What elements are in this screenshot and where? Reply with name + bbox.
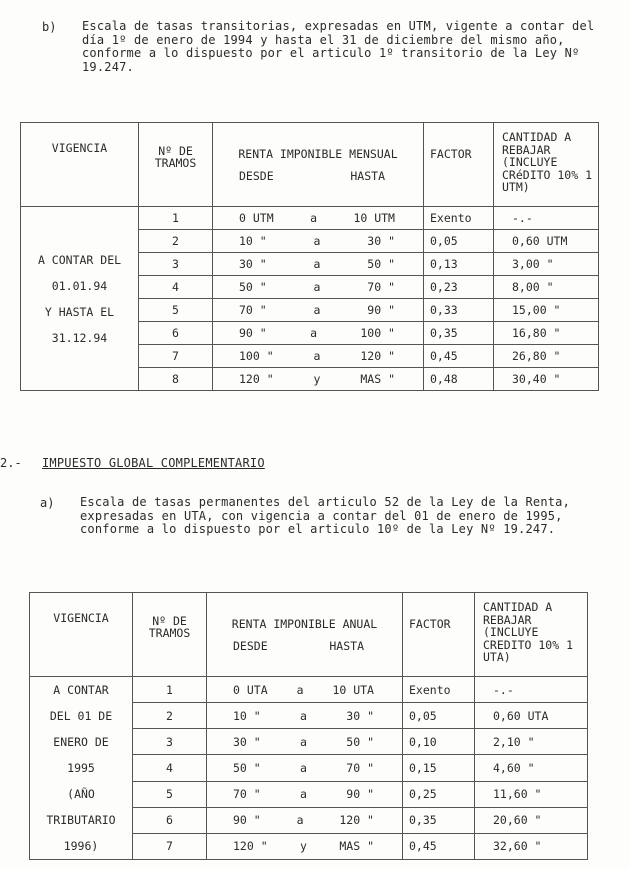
range-desde: 120 " (239, 372, 274, 386)
tramo-number: 5 (133, 781, 207, 807)
header-renta-title: RENTA IMPONIBLE ANUAL (231, 617, 378, 631)
range-hasta: 10 UTM (353, 211, 395, 225)
factor-cell: 0,23 (424, 276, 494, 299)
header-vigencia: VIGENCIA (21, 123, 139, 207)
factor-cell: 0,15 (403, 755, 475, 781)
range-desde: 90 " (233, 813, 261, 828)
range-separator: a (313, 349, 321, 363)
header-tramos: Nº DE TRAMOS (139, 123, 213, 207)
cantidad-cell: 20,60 " (475, 807, 588, 833)
range-desde: 0 UTA (233, 682, 268, 697)
factor-cell: 0,13 (424, 253, 494, 276)
factor-cell: Exento (403, 677, 475, 703)
range-desde: 30 " (233, 734, 261, 749)
range-cell (213, 207, 424, 230)
range-cell (213, 230, 424, 253)
range-desde: 0 UTM (239, 211, 274, 225)
vigencia-line: DEL 01 DE (49, 709, 113, 723)
cantidad-cell: 30,40 " (494, 368, 599, 391)
range-separator: a (296, 813, 304, 828)
range-separator: a (310, 326, 317, 340)
header-renta (213, 123, 424, 207)
range-separator: a (300, 708, 307, 723)
header-tramos: Nº DE TRAMOS (133, 593, 207, 677)
table-header-row (30, 593, 588, 677)
cantidad-cell: -.- (494, 207, 599, 230)
range-cell (213, 345, 424, 368)
range-cell (213, 368, 424, 391)
tramo-number: 7 (133, 833, 207, 859)
cantidad-cell: 0,60 UTM (494, 230, 599, 253)
vigencia-cell (30, 677, 133, 860)
range-cell (213, 322, 424, 345)
vigencia-line: 31.12.94 (51, 330, 108, 345)
cantidad-cell: 11,60 " (475, 781, 588, 807)
range-desde: 50 " (233, 760, 261, 775)
factor-cell: 0,48 (424, 368, 494, 391)
tramo-number: 2 (139, 230, 213, 253)
section-2-number: 2.- (0, 456, 22, 470)
tramo-number: 4 (133, 755, 207, 781)
range-desde: 10 " (233, 708, 261, 723)
tramo-number: 8 (139, 368, 213, 391)
factor-cell: 0,45 (403, 833, 475, 859)
vigencia-line: ENERO DE (53, 735, 109, 749)
cantidad-cell: 4,60 " (475, 755, 588, 781)
factor-cell: 0,05 (424, 230, 494, 253)
header-factor: FACTOR (403, 593, 475, 677)
range-separator: a (300, 734, 307, 749)
range-hasta: 90 " (367, 303, 395, 317)
range-hasta: 30 " (346, 708, 374, 723)
vigencia-line: (AÑO (67, 787, 95, 801)
range-hasta: 10 UTA (332, 682, 374, 697)
range-cell (207, 755, 403, 781)
range-desde: 30 " (239, 257, 267, 271)
header-desde: DESDE (239, 169, 274, 183)
vigencia-line: 01.01.94 (51, 278, 108, 293)
range-cell (213, 276, 424, 299)
range-desde: 50 " (239, 280, 267, 294)
range-separator: a (300, 787, 307, 802)
range-hasta: MAS " (360, 372, 395, 386)
range-separator: a (313, 234, 321, 248)
table-row (30, 677, 588, 703)
factor-cell: 0,35 (424, 322, 494, 345)
range-hasta: MAS " (339, 839, 374, 854)
factor-cell: 0,05 (403, 703, 475, 729)
tramo-number: 1 (139, 207, 213, 230)
cantidad-cell: 0,60 UTA (475, 703, 588, 729)
header-renta-title: RENTA IMPONIBLE MENSUAL (238, 147, 398, 161)
factor-cell: 0,25 (403, 781, 475, 807)
range-cell (207, 729, 403, 755)
range-cell (213, 299, 424, 322)
range-hasta: 70 " (346, 760, 374, 775)
tax-table-annual (29, 592, 588, 860)
cantidad-cell: 2,10 " (475, 729, 588, 755)
vigencia-line: TRIBUTARIO (46, 813, 116, 827)
range-hasta: 70 " (367, 280, 395, 294)
cantidad-cell: 15,00 " (494, 299, 599, 322)
factor-cell: 0,33 (424, 299, 494, 322)
range-cell (207, 677, 403, 703)
header-hasta: HASTA (329, 639, 364, 653)
factor-cell: Exento (424, 207, 494, 230)
range-separator: a (313, 280, 321, 294)
range-separator: y (313, 372, 321, 386)
tramo-number: 5 (139, 299, 213, 322)
range-hasta: 120 " (339, 813, 374, 828)
range-hasta: 50 " (367, 257, 395, 271)
tramo-number: 7 (139, 345, 213, 368)
range-separator: a (300, 760, 307, 775)
header-desde: DESDE (233, 639, 268, 653)
cantidad-cell: 32,60 " (475, 833, 588, 859)
tramo-number: 2 (133, 703, 207, 729)
cantidad-cell: 26,80 " (494, 345, 599, 368)
tramo-number: 4 (139, 276, 213, 299)
range-desde: 90 " (239, 326, 267, 340)
range-separator: a (313, 257, 321, 271)
header-cantidad: CANTIDAD A REBAJAR (INCLUYE CRéDITO 10% 1 UTM) (494, 123, 599, 207)
section-a-paragraph: Escala de tasas permanentes del articulo 52 de la Ley de la Renta, expresadas en UTA, con vigencia a contar del 01 de enero de 1995, conforme a lo dispuesto por el articulo 10º de la Ley Nº 19.247. (80, 495, 578, 536)
range-hasta: 90 " (346, 787, 374, 802)
range-hasta: 120 " (360, 349, 395, 363)
range-separator: a (296, 682, 304, 697)
range-separator: a (310, 211, 317, 225)
range-desde: 100 " (239, 349, 274, 363)
header-cantidad: CANTIDAD A REBAJAR (INCLUYE CREDITO 10% 1 UTA) (475, 593, 588, 677)
section-a-label: a) (40, 496, 55, 510)
tramo-number: 6 (133, 807, 207, 833)
range-hasta: 50 " (346, 734, 374, 749)
range-cell (207, 807, 403, 833)
range-desde: 70 " (239, 303, 267, 317)
range-desde: 70 " (233, 787, 261, 802)
header-vigencia: VIGENCIA (30, 593, 133, 677)
vigencia-line: Y HASTA EL (44, 304, 115, 319)
range-desde: 120 " (233, 839, 268, 854)
vigencia-cell (21, 207, 139, 391)
cantidad-cell: -.- (475, 677, 588, 703)
header-renta (207, 593, 403, 677)
tramo-number: 1 (133, 677, 207, 703)
range-hasta: 30 " (367, 234, 395, 248)
cantidad-cell: 16,80 " (494, 322, 599, 345)
range-separator: a (313, 303, 321, 317)
section-b-label: b) (42, 20, 57, 34)
factor-cell: 0,10 (403, 729, 475, 755)
tramo-number: 3 (139, 253, 213, 276)
tramo-number: 6 (139, 322, 213, 345)
range-cell (207, 781, 403, 807)
factor-cell: 0,35 (403, 807, 475, 833)
range-separator: y (300, 839, 307, 854)
header-factor: FACTOR (424, 123, 494, 207)
range-hasta: 100 " (360, 326, 395, 340)
section-2-title: IMPUESTO GLOBAL COMPLEMENTARIO (42, 456, 265, 470)
section-b-paragraph: Escala de tasas transitorias, expresadas en UTM, vigente a contar del día 1º de enero de 1994 y hasta el 31 de diciembre del mismo año, conforme a lo dispuesto por el articulo 1º transitorio de la Ley Nº 19.247. (82, 19, 610, 74)
range-desde: 10 " (239, 234, 267, 248)
table-row (21, 207, 599, 230)
header-hasta: HASTA (350, 169, 385, 183)
range-cell (207, 833, 403, 859)
tramo-number: 3 (133, 729, 207, 755)
cantidad-cell: 8,00 " (494, 276, 599, 299)
vigencia-line: A CONTAR (53, 683, 109, 697)
factor-cell: 0,45 (424, 345, 494, 368)
range-cell (207, 703, 403, 729)
vigencia-line: 1996) (63, 839, 99, 853)
range-cell (213, 253, 424, 276)
cantidad-cell: 3,00 " (494, 253, 599, 276)
vigencia-line: A CONTAR DEL (37, 252, 122, 267)
tax-table-monthly (20, 122, 599, 391)
table-header-row (21, 123, 599, 207)
vigencia-line: 1995 (67, 761, 95, 775)
